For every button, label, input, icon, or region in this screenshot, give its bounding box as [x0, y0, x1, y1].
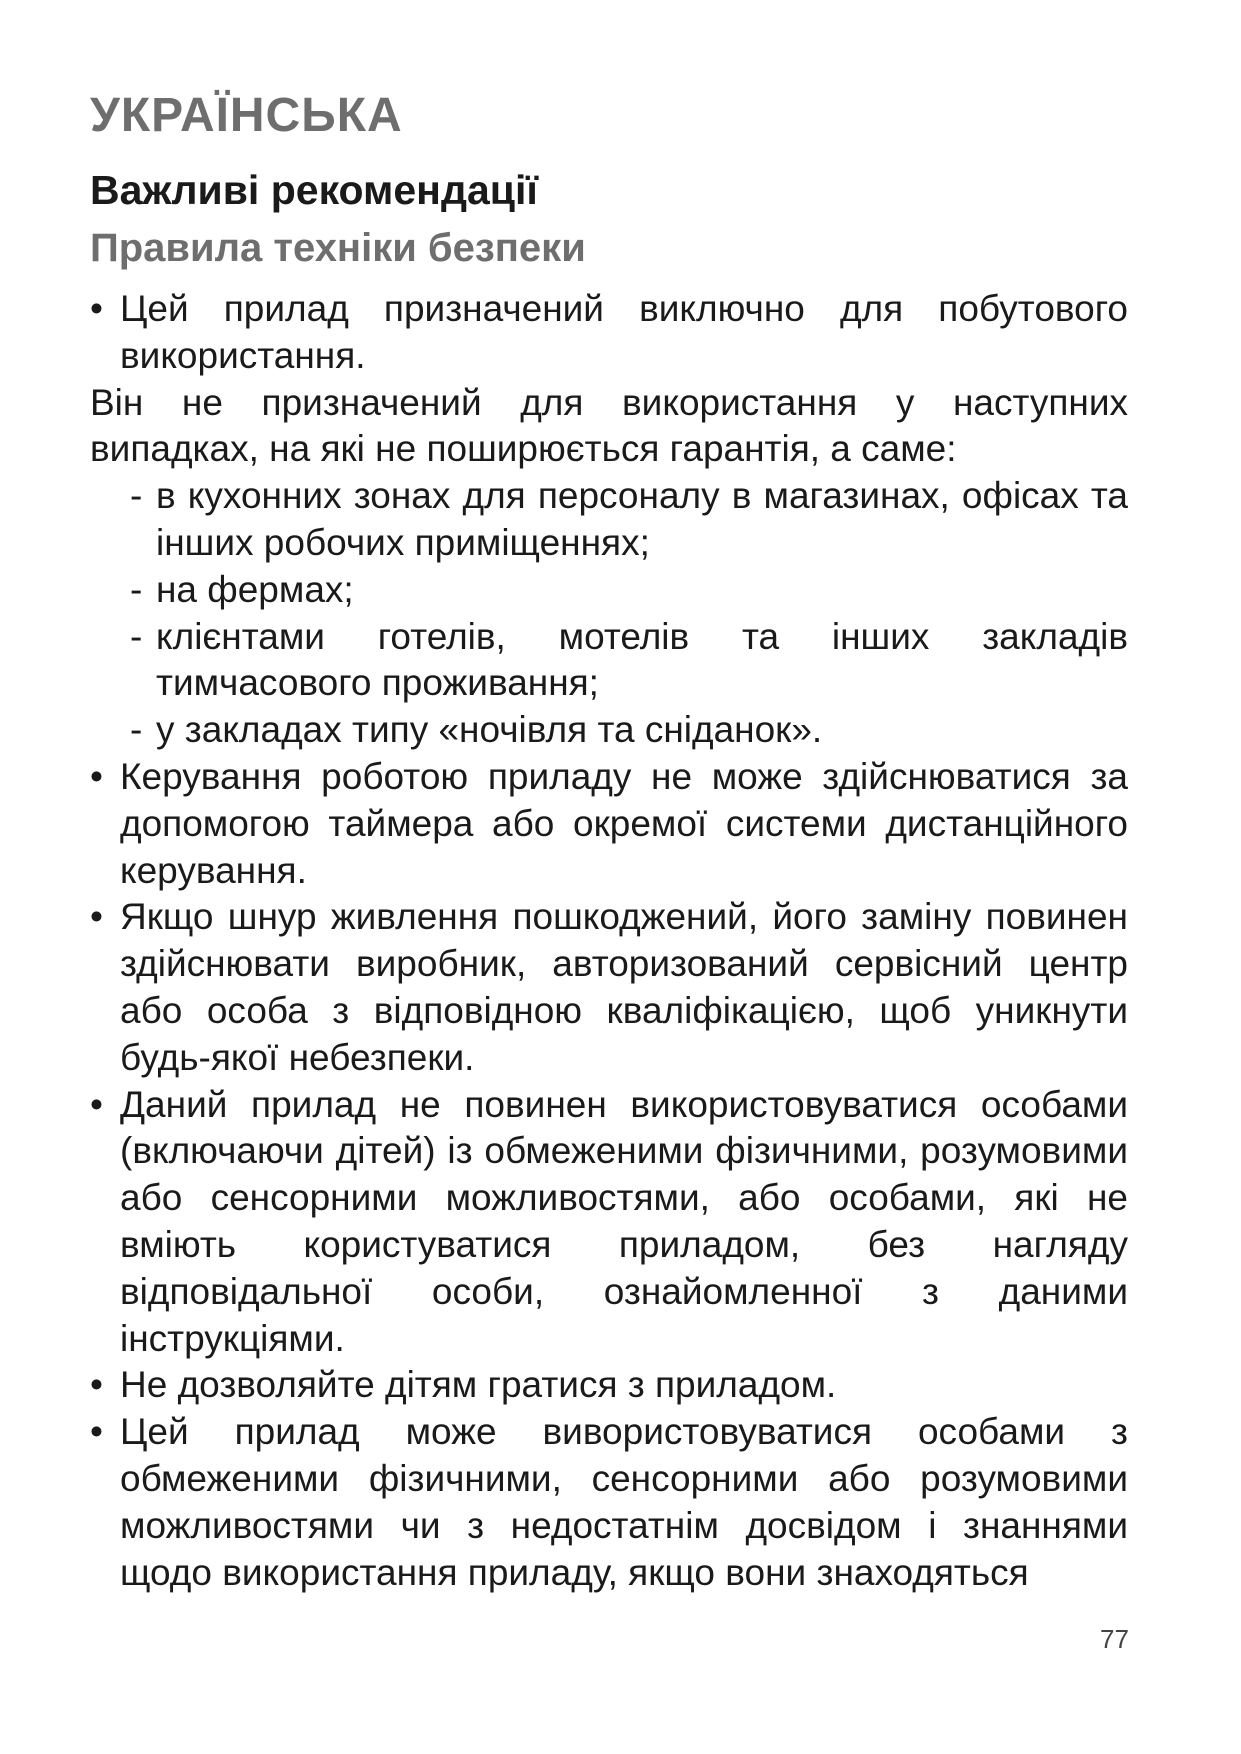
language-heading: УКРАЇНСЬКА [90, 89, 403, 142]
exclusion-list [90, 473, 1128, 754]
list-item: - в кухонних зонах для персоналу в магазинах, офісах та інших робочих приміщеннях; [130, 473, 1128, 567]
paragraph-not-intended: Він не призначений для використання у наступних випадках, на які не поширюється гарантія, а саме: [90, 381, 1128, 470]
page-number: 77 [1100, 1624, 1129, 1654]
bullet-timer-remote: • Керування роботою приладу не може здійснюватися за допомогою таймера або окремої системи дистанційного керування. [90, 754, 1128, 894]
list-item: - на фермах; [130, 567, 1128, 614]
bullet-power-cord: • Якщо шнур живлення пошкоджений, його заміну повинен здійснювати виробник, авторизований сервісний центр або особа з відповідною кваліфікацією, щоб уникнути будь-якої небезпеки. [90, 894, 1128, 1081]
list-item: - клієнтами готелів, мотелів та інших закладів тимчасового проживання; [130, 614, 1128, 708]
safety-instructions [90, 286, 1128, 1596]
bullet-reduced-capabilities: • Даний прилад не повинен використовуватися особами (включаючи дітей) із обмеженими фізичними, розумовими або сенсорними можливостями, або особами, які не вміють користуватися приладом, без нагляду відповідальної особи, ознайомленної з даними інструкціями. [90, 1082, 1128, 1363]
bullet-supervised-use: • Цей прилад може вивористовуватися особами з обмеженими фізичними, сенсорними або розумовими можливостями чи з недостатнім досвідом і знаннями щодо використання приладу, якщо вони знаходяться [90, 1409, 1128, 1596]
bullet-children-play: • Не дозволяйте дітям гратися з приладом. [90, 1362, 1128, 1409]
subsection-title: Правила техніки безпеки [90, 226, 586, 270]
list-item: - у закладах типу «ночівля та сніданок». [130, 707, 1128, 754]
section-title: Важливі рекомендації [90, 167, 538, 213]
bullet-household-use: • Цей прилад призначений виключно для побутового використання. [90, 286, 1128, 380]
